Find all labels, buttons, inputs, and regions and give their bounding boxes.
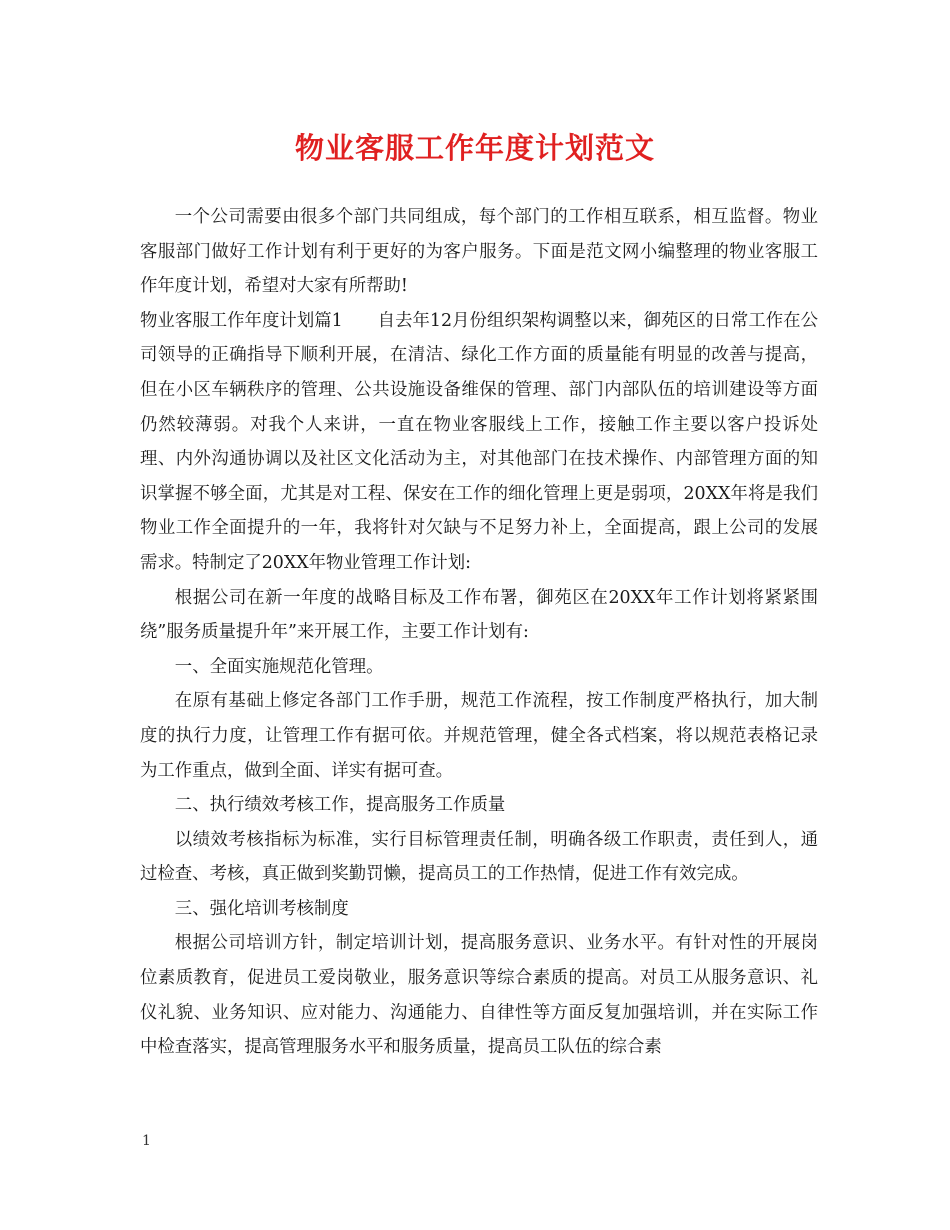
page-number: 1 [142,1133,151,1149]
section-paragraph-3: 根据公司培训方针，制定培训计划，提高服务意识、业务水平。有针对性的开展岗位素质教育，促进员工爱岗敬业，服务意识等综合素质的提高。对员工从服务意识、礼仪礼貌、业务知识、应对能力、沟通能力、自律性等方面反复加强培训，并在实际工作中检查落实，提高管理服务水平和服务质量，提高员工队伍的综合素 [140,933,818,1058]
section-heading-1: 一、全面实施规范化管理。 [174,656,384,677]
section-heading-3: 三、强化培训考核制度 [174,898,349,919]
section-heading-2: 二、执行绩效考核工作，提高服务工作质量 [174,795,506,816]
section-paragraph-2: 以绩效考核指标为标准，实行目标管理责任制，明确各级工作职责，责任到人，通过检查、考核，真正做到奖勤罚懒，提高员工的工作热情，促进工作有效完成。 [140,829,818,885]
document-body [140,200,818,1065]
intro-paragraph: 一个公司需要由很多个部门共同组成，每个部门的工作相互联系，相互监督。物业客服部门做好工作计划有利于更好的为客户服务。下面是范文网小编整理的物业客服工作年度计划，希望对大家有所帮助! [140,207,818,297]
section-paragraph-1: 在原有基础上修定各部门工作手册，规范工作流程，按工作制度严格执行，加大制度的执行力度，让管理工作有据可依。并规范管理，健全各式档案，将以规范表格记录为工作重点，做到全面、详实有据可查。 [140,691,818,781]
plan-paragraph-2: 根据公司在新一年度的战略目标及工作布署，御苑区在20XX年工作计划将紧紧围绕”服务质量提升年”来开展工作，主要工作计划有: [140,587,818,643]
plan-paragraph-1: 物业客服工作年度计划篇1 自去年12月份组织架构调整以来，御苑区的日常工作在公司领导的正确指导下顺利开展，在清洁、绿化工作方面的质量能有明显的改善与提高，但在小区车辆秩序的管理、公共设施设备维保的管理、部门内部队伍的培训建设等方面仍然较薄弱。对我个人来讲，一直在物业客服线上工作，接触工作主要以客户投诉处理、内外沟通协调以及社区文化活动为主，对其他部门在技术操作、内部管理方面的知识掌握不够全面，尤其是对工程、保安在工作的细化管理上更是弱项，20XX年将是我们物业工作全面提升的一年，我将针对欠缺与不足努力补上，全面提高，跟上公司的发展需求。特制定了20XX年物业管理工作计划: [140,310,818,573]
document-title: 物业客服工作年度计划范文 [294,131,655,165]
